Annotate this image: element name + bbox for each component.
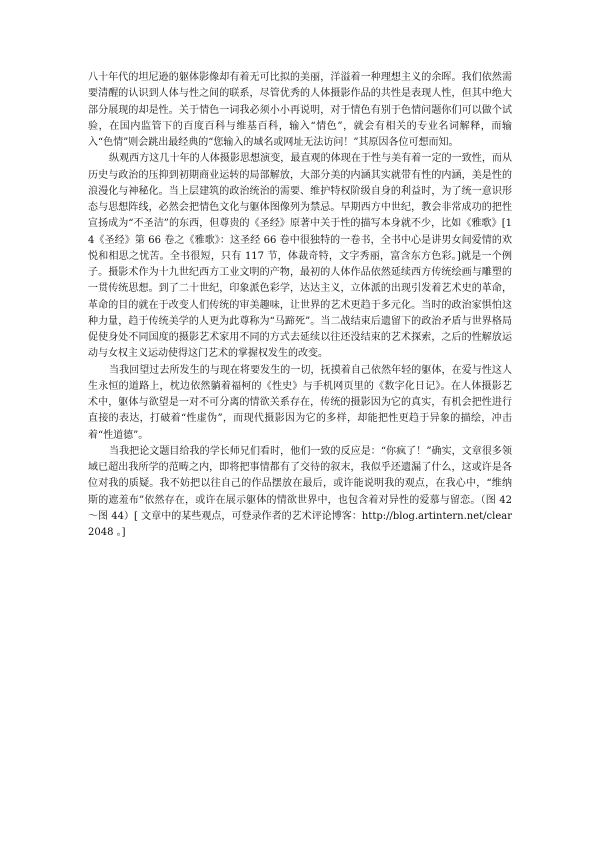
paragraph-4: 当我把论文题目给我的学长师兄们看时，他们一致的反应是：“你疯了！”确实，文章很多领域已超出我所学的范畴之内，即将把事情都有了交待的叙末，我似乎还遗漏了什么，这或许是各位对我的质疑。我不妨把以往自己的作品摆放在最后，或许能说明我的观点，在我心中，“维纳斯的遮羞布”依然存在，或许在展示躯体的情欲世界中，也包含着对异性的爱慕与留恋。（图 42～图 44）[ 文章中的某些观点，可登录作者的艺术评论博客：http://blog.artintern.net/clear2048 。]	[88, 445, 512, 538]
paragraph-3: 当我回望过去所发生的与现在将要发生的一切，抚摸着自己依然年轻的躯体，在爱与性这人生永恒的道路上，枕边依然躺着福柯的《性史》与手机网页里的《数字化日记》。在人体摄影艺术中，躯体与欲望是一对不可分离的情欲关系存在，传统的摄影因为它的真实，有机会把性进行直接的表达，打破着“性虚伪”，而现代摄影因为它的多样，却能把性更趋于异象的描绘，冲击着“性道德”。	[88, 364, 512, 441]
paragraph-2: 纵观西方这几十年的人体摄影思想演变，最直观的体现在于性与美有着一定的一致性，而从历史与政治的压抑到初期商业运转的局部解放，大部分美的内涵其实就带有性的内涵，美是性的浪漫化与神秘化。当上层建筑的政治统治的需要、维护特权阶级自身的利益时，为了统一意识形态与思想阵线，必然会把情色文化与躯体图像列为禁忌。早期西方中世纪，教会非常成功的把性宣扬成为“不圣洁”的东西，但尊贵的《圣经》原著中关于性的描写本身就不少，比如《雅歌》[14《圣经》第 66 卷之《雅歌》：这圣经 66 卷中很独特的一卷书，全书中心是讲男女间爱情的欢悦和相思之忧苦。全书很短，只有 117 节，体裁奇特，文字秀丽，富含东方色彩。]就是一个例子。摄影术作为十九世纪西方工业文明的产物，最初的人体作品依然延续西方传统绘画与雕塑的一贯传统思想。到了二十世纪，印象派色彩学，达达主义，立体派的出现引发着艺术史的革命，革命的目的就在于改变人们传统的审美趣味，让世界的艺术更趋于多元化。当时的政治家惧怕这种力量，趋于传统美学的人更为此尊称为“马蹄死”。当二战结束后遗留下的政治矛盾与世界格局促使身处不同国度的摄影艺术家用不同的方式去延续以往还没结束的艺术探索，之后的性解放运动与女权主义运动使得这门艺术的掌握权发生的改变。	[88, 153, 512, 360]
document-body	[88, 70, 512, 541]
paragraph-1: 八十年代的坦尼逊的躯体影像却有着无可比拟的美丽，洋溢着一种理想主义的余晖。我们依然需要清醒的认识到人体与性之间的联系，尽管优秀的人体摄影作品的共性是表现人性，但其中绝大部分展现的却是性。关于情色一词我必须小小再说明，对于情色有别于色情问题你们可以做个试验，在国内监管下的百度百科与维基百科，输入“情色”，就会有相关的专业名词解释，而输入“色情”则会跳出最经典的“您输入的域名或网址无法访问！”其原因各位可想而知。	[88, 72, 512, 148]
